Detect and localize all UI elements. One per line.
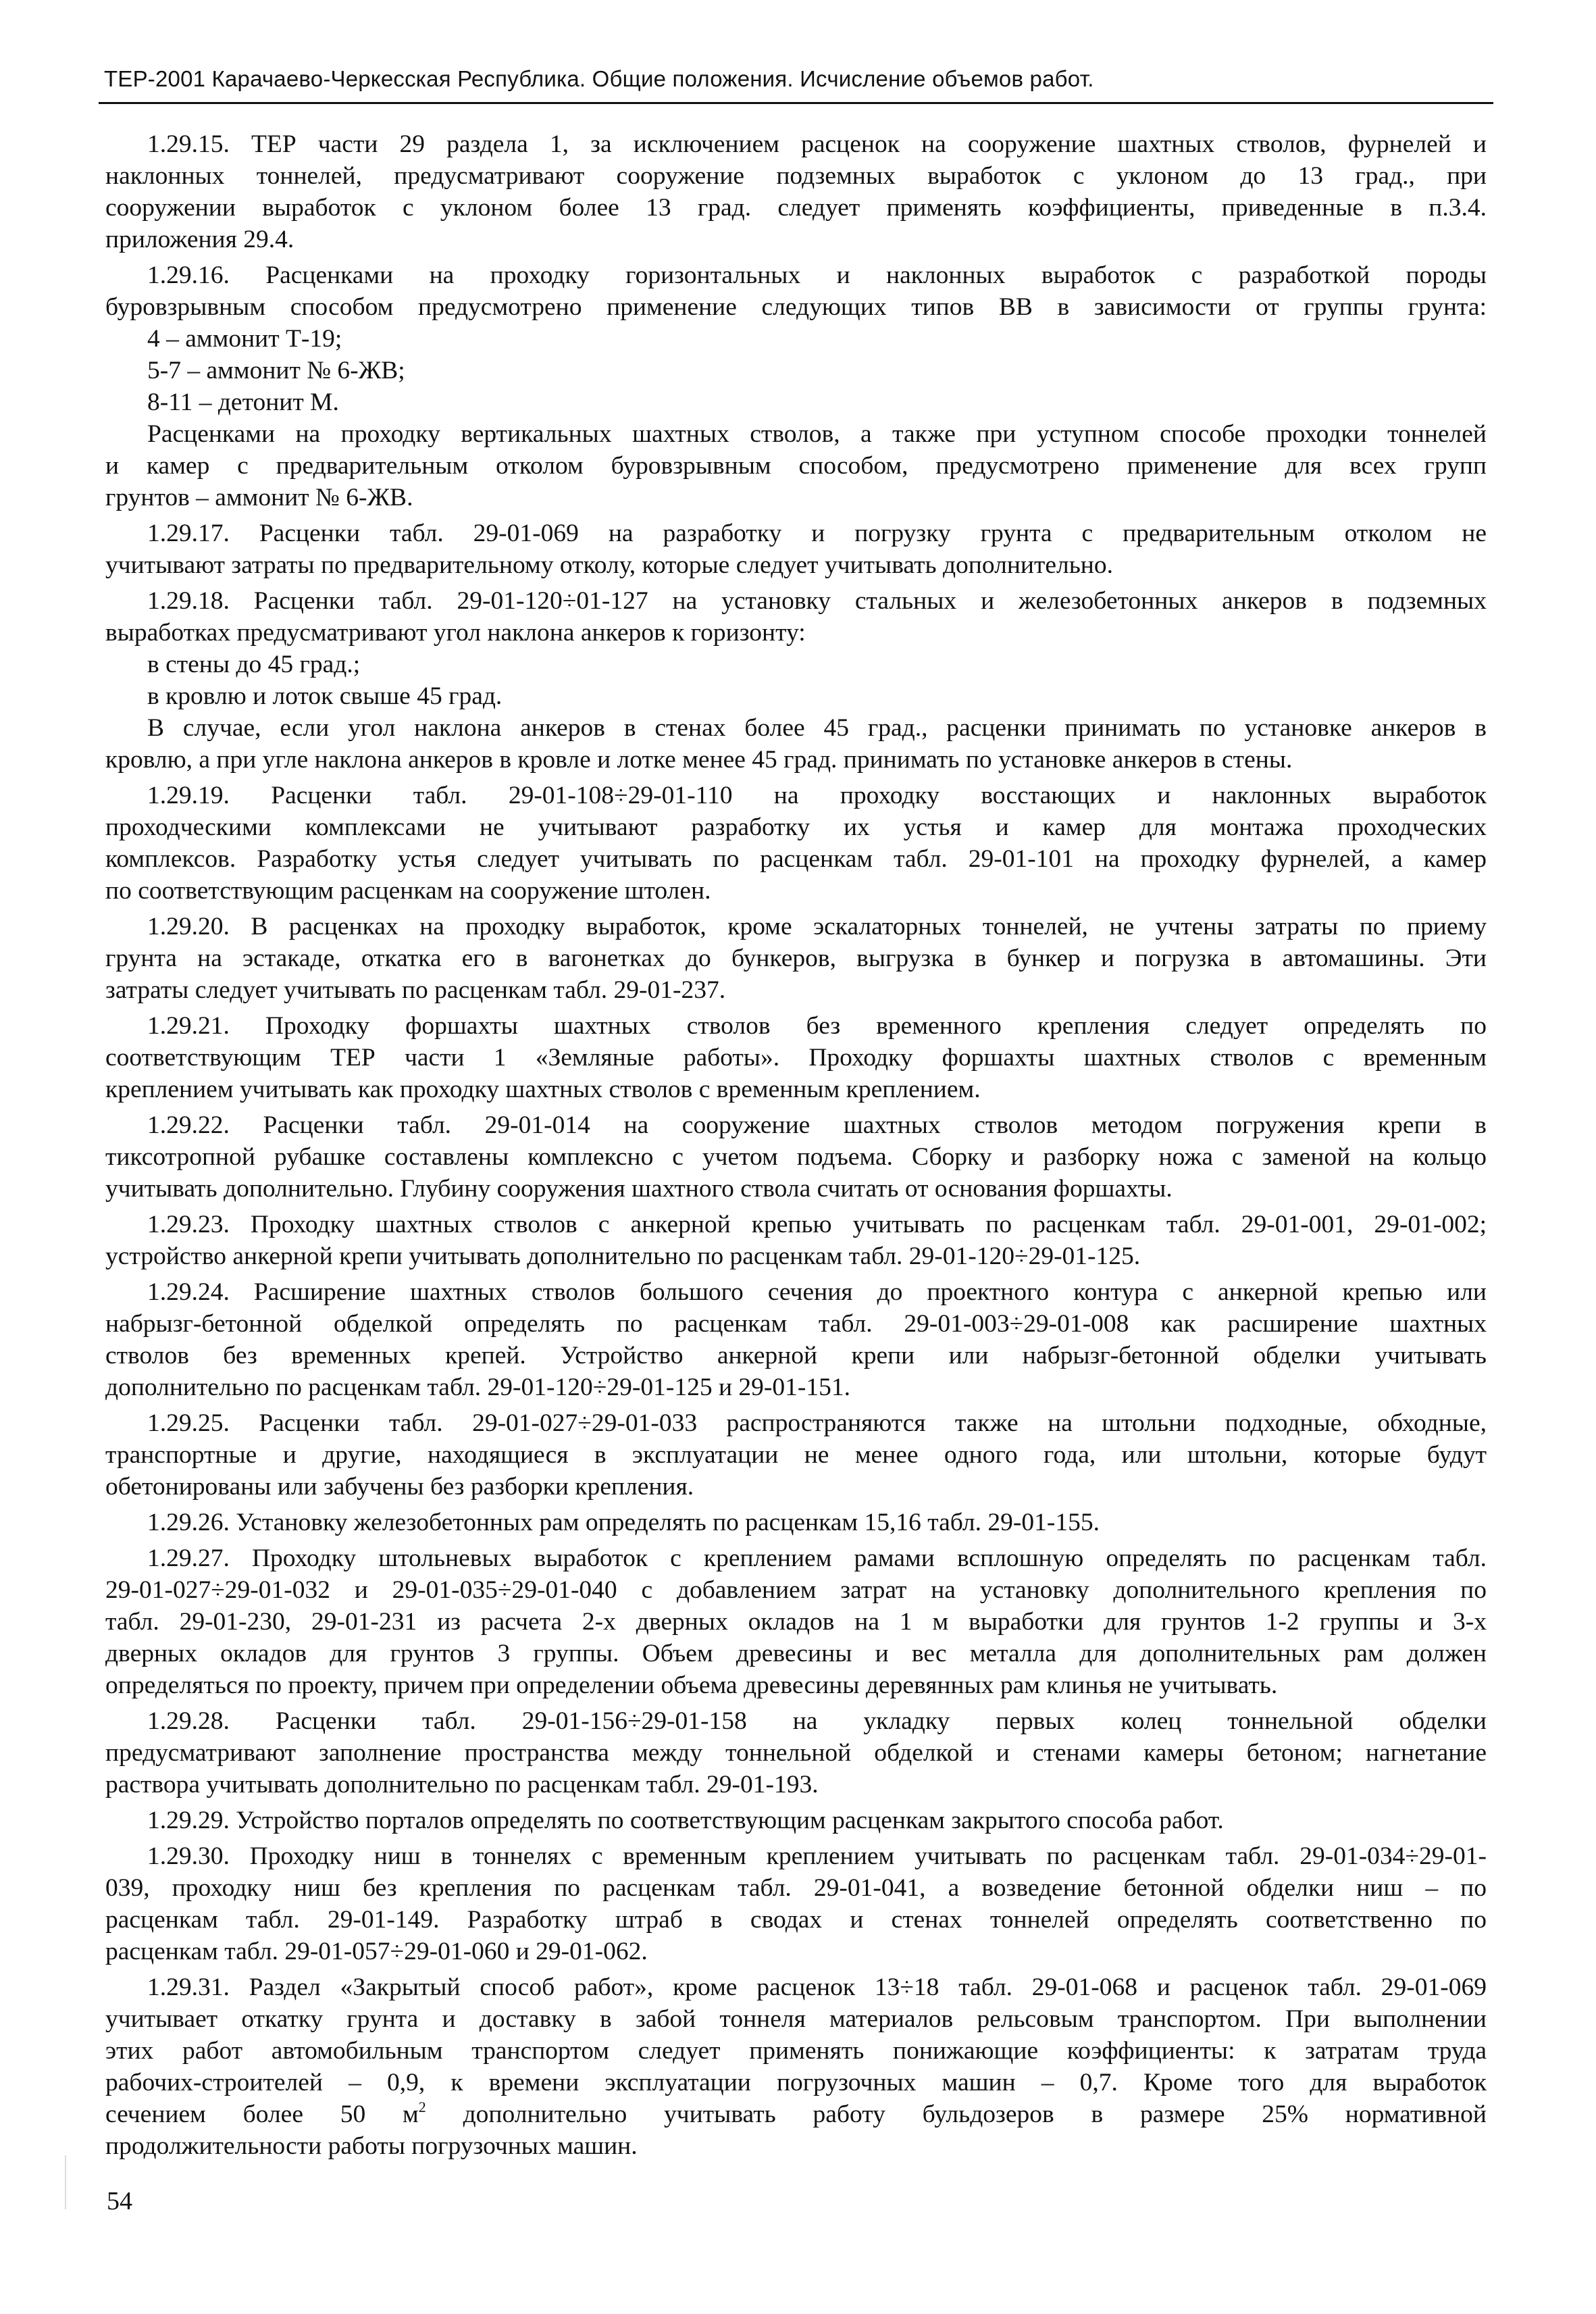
paragraph-line: учитывают затраты по предварительному отколу, которые следует учитывать дополнительно. [105,551,1113,579]
paragraph-line: кровлю, а при угле наклона анкеров в кровле и лотке менее 45 град. принимать по установке анкеров в стены. [105,746,1293,774]
paragraph-line [105,2098,1487,2130]
paragraph-line: сооружении выработок с уклоном более 13 град. следует применять коэффициенты, приведенные в п.3.4. [105,194,1487,222]
paragraph-line: 1.29.16. Расценками на проходку горизонтальных и наклонных выработок с разработкой породы [147,261,1487,289]
paragraph-line: комплексов. Разработку устья следует учитывать по расценкам табл. 29-01-101 на проходку фурнелей, а камер [105,845,1487,873]
paragraph-line: расценкам табл. 29-01-057÷29-01-060 и 29-01-062. [105,1938,648,1965]
paragraph-line: 1.29.15. ТЕР части 29 раздела 1, за исключением расценок на сооружение шахтных стволов, фурнелей и [147,130,1487,158]
paragraph-line: устройство анкерной крепи учитывать дополнительно по расценкам табл. 29-01-120÷29-01-125. [105,1242,1141,1270]
paragraph-line: грунтов – аммонит № 6-ЖВ. [105,484,413,511]
paragraph-line: 1.29.20. В расценках на проходку выработок, кроме эскалаторных тоннелей, не учтены затраты по приему [147,913,1487,940]
paragraph-line: набрызг-бетонной обделкой определять по расценкам табл. 29-01-003÷29-01-008 как расширение шахтных [105,1310,1487,1338]
list-item: в кровлю и лоток свыше 45 град. [147,682,503,710]
paragraph-line: расценкам табл. 29-01-149. Разработку штраб в сводах и стенах тоннелей определять соответственно по [105,1906,1487,1934]
paragraph-line: обетонированы или забучены без разборки крепления. [105,1473,694,1501]
paragraph-line: тиксотропной рубашке составлены комплексно с учетом подъема. Сборку и разборку ножа с заменой на кольцо [105,1143,1487,1171]
paragraph-line: дверных окладов для грунтов 3 группы. Объем древесины и вес металла для дополнительных рам должен [105,1640,1487,1667]
paragraph-line: 29-01-027÷29-01-032 и 29-01-035÷29-01-040 с добавлением затрат на установку дополнительного крепления по [105,1576,1487,1604]
paragraph-line: грунта на эстакаде, откатка его в вагонетках до бункеров, выгрузка в бункер и погрузка в автомашины. Эти [105,945,1487,972]
paragraph-line: 1.29.25. Расценки табл. 29-01-027÷29-01-033 распространяются также на штольни подходные, обходные, [147,1409,1487,1437]
paragraph-line: рабочих-строителей – 0,9, к времени эксплуатации погрузочных машин – 0,7. Кроме того для выработок [105,2069,1487,2096]
paragraph-line: 1.29.29. Устройство порталов определять по соответствующим расценкам закрытого способа работ. [147,1807,1224,1834]
paragraph-line: по соответствующим расценкам на сооружение штолен. [105,877,711,905]
paragraph-line: буровзрывным способом предусмотрено применение следующих типов ВВ в зависимости от группы грунта: [105,293,1487,321]
paragraph-line: раствора учитывать дополнительно по расценкам табл. 29-01-193. [105,1771,819,1799]
paragraph-line: соответствующим ТЕР части 1 «Земляные работы». Проходку форшахты шахтных стволов с временным [105,1044,1487,1072]
page-number: 54 [107,2187,132,2215]
paragraph-line: 1.29.18. Расценки табл. 29-01-120÷01-127 на установку стальных и железобетонных анкеров в подземных [147,587,1487,615]
paragraph-line: выработках предусматривают угол наклона анкеров к горизонту: [105,619,806,647]
list-item: 4 – аммонит Т-19; [147,325,342,353]
paragraph-line: и камер с предварительным отколом буровзрывным способом, предусмотрено применение для всех групп [105,452,1487,480]
scan-artifact [65,2155,66,2209]
list-item: 5-7 – аммонит № 6-ЖВ; [147,357,405,384]
paragraph-line: наклонных тоннелей, предусматривают сооружение подземных выработок с уклоном до 13 град., при [105,162,1487,190]
paragraph-line: 1.29.19. Расценки табл. 29-01-108÷29-01-110 на проходку восстающих и наклонных выработок [147,782,1487,809]
paragraph-line: В случае, если угол наклона анкеров в стенах более 45 град., расценки принимать по установке анкеров в [147,714,1487,742]
paragraph-line: затраты следует учитывать по расценкам табл. 29-01-237. [105,976,726,1004]
running-header [99,57,1493,104]
paragraph-line: учитывать дополнительно. Глубину сооружения шахтного ствола считать от основания форшахты. [105,1175,1173,1203]
superscript: 2 [418,2098,426,2115]
paragraph-line: 1.29.27. Проходку штольневых выработок с креплением рамами всплошную определять по расценкам табл. [147,1544,1487,1572]
body-text [105,128,1487,2162]
paragraph-line: креплением учитывать как проходку шахтных стволов с временным креплением. [105,1076,981,1103]
paragraph-line: 1.29.28. Расценки табл. 29-01-156÷29-01-158 на укладку первых колец тоннельной обделки [147,1707,1487,1735]
list-item: 8-11 – детонит М. [147,388,339,416]
paragraph-line: учитывает откатку грунта и доставку в забой тоннеля материалов рельсовым транспортом. При выполнении [105,2005,1487,2033]
paragraph-line: 1.29.30. Проходку ниш в тоннелях с временным креплением учитывать по расценкам табл. 29-01-034÷29-01- [147,1842,1487,1870]
paragraph-line: дополнительно по расценкам табл. 29-01-120÷29-01-125 и 29-01-151. [105,1374,851,1401]
paragraph-line: предусматривают заполнение пространства между тоннельной обделкой и стенами камеры бетоном; нагнетание [105,1739,1487,1767]
paragraph-line: 1.29.22. Расценки табл. 29-01-014 на сооружение шахтных стволов методом погружения крепи в [147,1111,1487,1139]
paragraph-line: 1.29.31. Раздел «Закрытый способ работ», кроме расценок 13÷18 табл. 29-01-068 и расценок табл. 29-01-069 [147,1973,1487,2001]
paragraph-line: 1.29.23. Проходку шахтных стволов с анкерной крепью учитывать по расценкам табл. 29-01-001, 29-01-002; [147,1211,1487,1238]
paragraph-line: Расценками на проходку вертикальных шахтных стволов, а также при уступном способе проходки тоннелей [147,420,1487,448]
paragraph-line: 039, проходку ниш без крепления по расценкам табл. 29-01-041, а возведение бетонной обделки ниш – по [105,1874,1487,1902]
paragraph-line: 1.29.21. Проходку форшахты шахтных стволов без временного крепления следует определять по [147,1012,1487,1040]
paragraph-line: 1.29.26. Установку железобетонных рам определять по расценкам 15,16 табл. 29-01-155. [147,1509,1100,1536]
paragraph-line: приложения 29.4. [105,226,294,253]
paragraph-line: табл. 29-01-230, 29-01-231 из расчета 2-х дверных окладов на 1 м выработки для грунтов 1-2 группы и 3-х [105,1608,1487,1636]
line-start: сечением более 50 м [105,2101,419,2128]
paragraph-line: этих работ автомобильным транспортом следует применять понижающие коэффициенты: к затратам труда [105,2037,1487,2065]
line-end: дополнительно учитывать работу бульдозеров в размере 25% нормативной [426,2101,1487,2128]
paragraph-line: 1.29.17. Расценки табл. 29-01-069 на разработку и погрузку грунта с предварительным отколом не [147,520,1487,547]
paragraph-line: стволов без временных крепей. Устройство анкерной крепи или набрызг-бетонной обделки учитывать [105,1342,1487,1369]
paragraph-line: продолжительности работы погрузочных машин. [105,2132,638,2160]
paragraph-line: проходческими комплексами не учитывают разработку их устья и камер для монтажа проходческих [105,813,1487,841]
header-title: ТЕР-2001 Карачаево-Черкесская Республика. Общие положения. Исчисление объемов работ. [104,66,1094,91]
paragraph-line: 1.29.24. Расширение шахтных стволов большого сечения до проектного контура с анкерной крепью или [147,1278,1487,1306]
paragraph-line: транспортные и другие, находящиеся в эксплуатации не менее одного года, или штольни, которые будут [105,1441,1487,1469]
paragraph-line: определяться по проекту, причем при определении объема древесины деревянных рам клинья не учитывать. [105,1671,1278,1699]
list-item: в стены до 45 град.; [147,651,361,678]
